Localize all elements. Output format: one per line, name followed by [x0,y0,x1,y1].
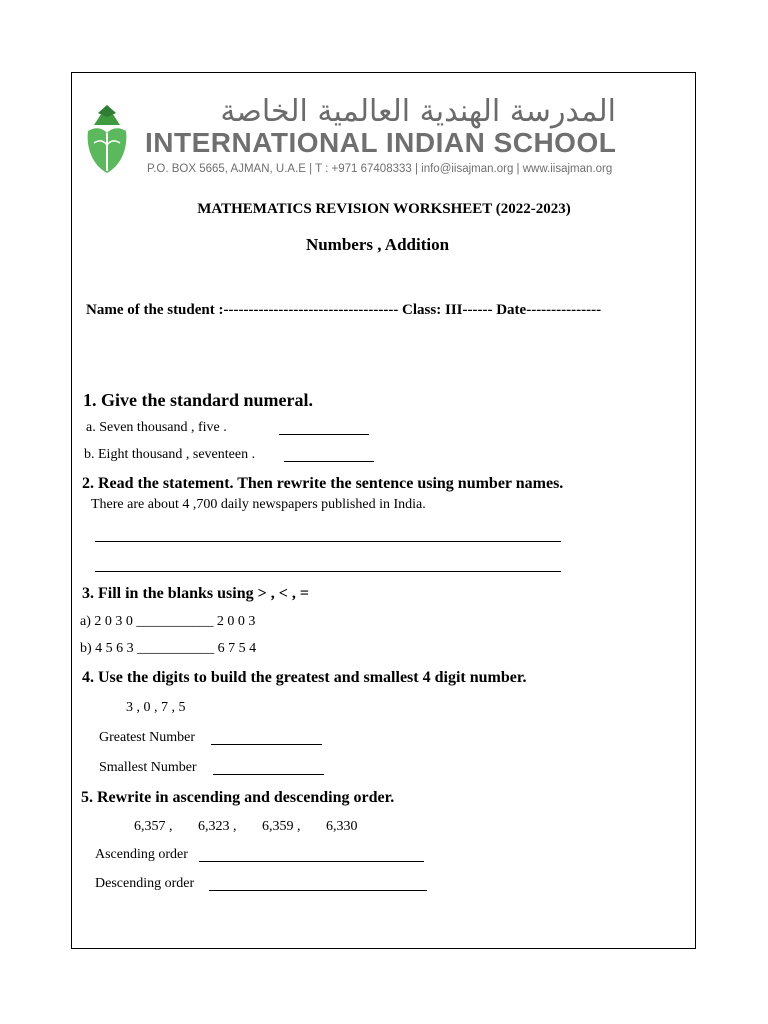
student-info-line: Name of the student :----------------------------------- Class: III------ Date--------------- [86,302,602,318]
smallest-number-blank[interactable] [213,774,324,775]
question-3-heading: 3. Fill in the blanks using > , < , = [82,585,309,602]
question-3a: a) 2 0 3 0 ___________ 2 0 0 3 [80,614,256,629]
number-3: 6,359 , [262,819,301,834]
question-2-heading: 2. Read the statement. Then rewrite the sentence using number names. [82,475,564,492]
ascending-order-blank[interactable] [199,861,424,862]
ascending-order-label: Ascending order [95,847,188,862]
number-4: 6,330 [326,819,358,834]
smallest-number-label: Smallest Number [99,760,197,775]
school-logo-icon [84,103,130,175]
answer-line-2b[interactable] [95,571,561,572]
number-1: 6,357 , [134,819,173,834]
number-2: 6,323 , [198,819,237,834]
question-1-heading: 1. Give the standard numeral. [83,390,314,410]
question-5-heading: 5. Rewrite in ascending and descending order. [81,789,395,806]
question-3b: b) 4 5 6 3 ___________ 6 7 5 4 [80,641,257,656]
answer-blank-1b[interactable] [284,461,374,462]
descending-order-label: Descending order [95,876,195,891]
question-4-digits: 3 , 0 , 7 , 5 [126,700,186,715]
greatest-number-blank[interactable] [211,744,322,745]
question-4-heading: 4. Use the digits to build the greatest and smallest 4 digit number. [82,669,527,686]
worksheet-title: MATHEMATICS REVISION WORKSHEET (2022-2023) [197,201,571,217]
school-name-arabic: المدرسة الهندية العالمية الخاصة [220,94,616,129]
question-1b: b. Eight thousand , seventeen . [84,447,256,462]
question-2-statement: There are about 4 ,700 daily newspapers published in India. [91,497,426,512]
school-contact: P.O. BOX 5665, AJMAN, U.A.E | T : +971 67408333 | info@iisajman.org | www.iisajman.org [147,163,613,175]
worksheet-topic: Numbers , Addition [305,235,450,254]
answer-line-2a[interactable] [95,541,561,542]
descending-order-blank[interactable] [209,890,427,891]
greatest-number-label: Greatest Number [99,730,196,745]
question-1a: a. Seven thousand , five . [86,420,227,435]
school-name: INTERNATIONAL INDIAN SCHOOL [145,127,617,158]
answer-blank-1a[interactable] [279,434,369,435]
